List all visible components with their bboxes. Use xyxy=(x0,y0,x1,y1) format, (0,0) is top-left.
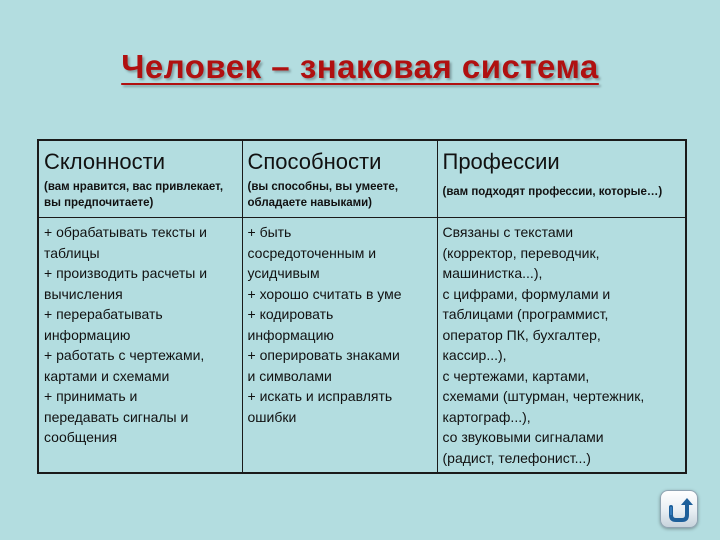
column-subtitle: (вы способны, вы умеете, обладаете навыками) xyxy=(247,181,399,209)
list-item: со звуковыми сигналами xyxy=(442,429,604,445)
list-item: + быть xyxy=(247,224,292,240)
list-item: + перерабатывать xyxy=(44,306,163,322)
table-header-row xyxy=(38,140,686,218)
body-cell-abilities xyxy=(242,218,437,474)
return-arrow-icon xyxy=(665,495,693,523)
list-item: ошибки xyxy=(247,408,297,425)
list-item: оператор ПК, бухгалтер, xyxy=(442,326,601,343)
list-item: картограф...), xyxy=(442,408,531,425)
return-button[interactable] xyxy=(660,490,698,528)
list-item: картами и схемами xyxy=(44,367,170,384)
list-item: кассир...), xyxy=(442,347,507,363)
list-item: + хорошо считать в уме xyxy=(247,285,402,302)
list-item: + работать с чертежами, xyxy=(44,347,205,363)
column-title: Профессии xyxy=(442,149,560,174)
list-item: усидчивым xyxy=(247,265,320,281)
list-item: сосредоточенным и xyxy=(247,244,377,261)
body-cell-professions xyxy=(437,218,686,474)
list-item: + искать и исправлять xyxy=(247,388,393,404)
list-item: информацию xyxy=(44,326,131,343)
list-item: + обрабатывать тексты и xyxy=(44,224,207,240)
list-item: сообщения xyxy=(44,429,118,445)
list-item: таблицами (программист, xyxy=(442,306,609,322)
slide-title: Человек – знаковая система xyxy=(121,48,599,85)
column-subtitle: (вам нравится, вас привлекает, вы предпочитаете) xyxy=(44,181,224,209)
list-item: с чертежами, картами, xyxy=(442,367,590,384)
column-title: Склонности xyxy=(44,149,165,174)
list-item: вычисления xyxy=(44,285,123,302)
header-cell-inclinations xyxy=(38,140,242,218)
table-body-row xyxy=(38,218,686,474)
list-item: с цифрами, формулами и xyxy=(442,285,611,302)
list-item: (корректор, переводчик, xyxy=(442,244,600,261)
list-item: схемами (штурман, чертежник, xyxy=(442,388,645,404)
list-item: и символами xyxy=(247,367,332,384)
list-item: + кодировать xyxy=(247,306,334,322)
list-item: таблицы xyxy=(44,244,100,261)
list-item: + оперировать знаками xyxy=(247,347,400,363)
column-title: Способности xyxy=(247,149,382,174)
list-item: машинистка...), xyxy=(442,265,543,281)
list-item: информацию xyxy=(247,326,334,343)
list-item: + принимать и xyxy=(44,388,138,404)
header-cell-professions xyxy=(437,140,686,218)
list-item: передавать сигналы и xyxy=(44,408,189,425)
list-item: + производить расчеты и xyxy=(44,265,208,281)
list-item: (радист, телефонист...) xyxy=(442,449,591,466)
column-subtitle: (вам подходят профессии, которые…) xyxy=(442,186,663,198)
body-cell-inclinations xyxy=(38,218,242,474)
list-item: Связаны с текстами xyxy=(442,224,574,240)
header-cell-abilities xyxy=(242,140,437,218)
info-table xyxy=(37,139,687,474)
